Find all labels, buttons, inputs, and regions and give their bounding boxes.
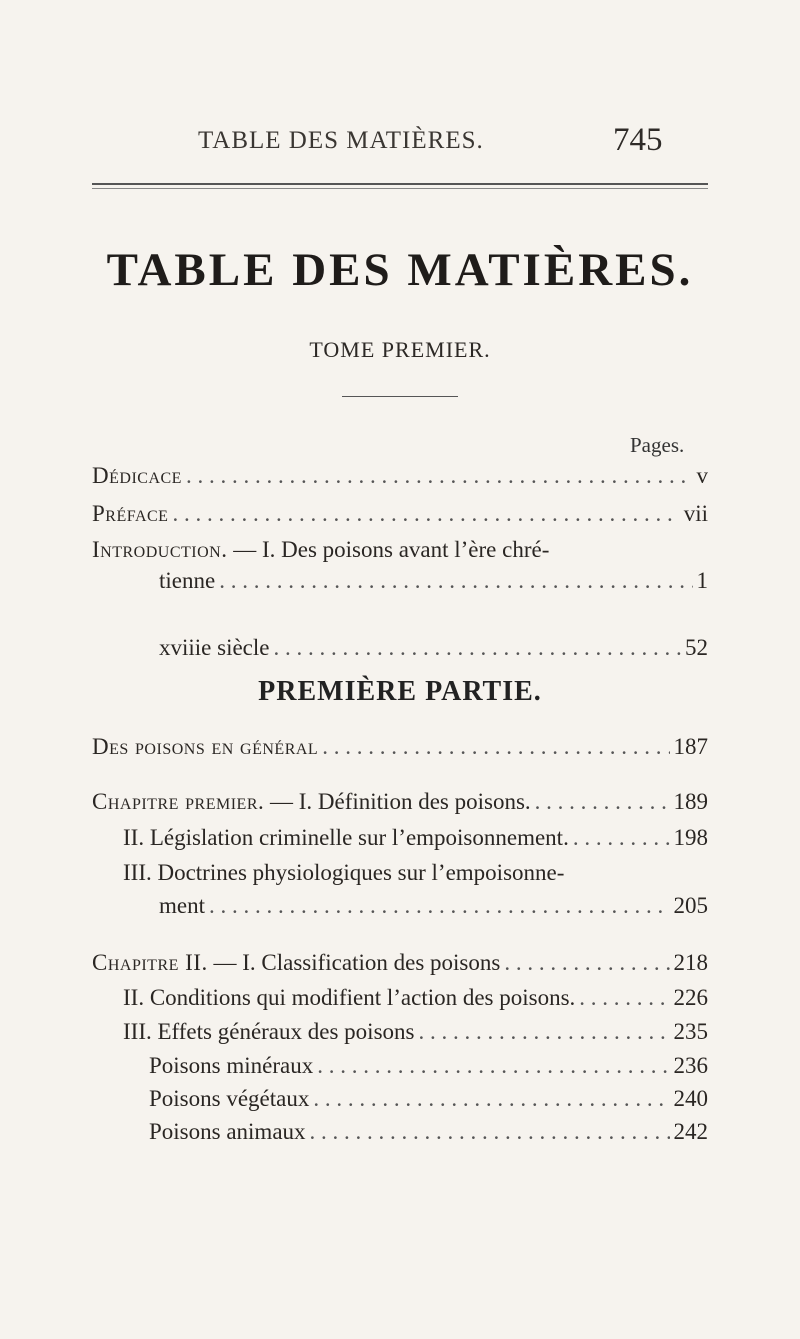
chapter-item: — I. Définition des poisons. [270,789,531,814]
dot-leader [274,635,682,661]
dot-leader [579,985,669,1011]
toc-page-number: 189 [673,789,708,814]
toc-page-number: 218 [673,950,708,975]
toc-entry-dedicace [92,463,708,495]
toc-entry-label: Poisons minéraux [149,1053,314,1078]
toc-page-number: 240 [673,1086,708,1111]
toc-entry-poisons-mineraux [149,1053,708,1085]
toc-entry-label: Poisons végétaux [149,1086,310,1111]
toc-entry-label: III. Effets généraux des poisons [123,1019,415,1044]
dot-leader [535,789,670,815]
header-rule-thin [92,188,708,189]
toc-entry-chapter1-iii [159,893,708,925]
toc-entry-label: II. Législation criminelle sur l’empoisonnement. [123,825,569,850]
toc-entry-label: II. Conditions qui modifient l’action des poisons. [123,985,576,1010]
dot-leader [418,1019,669,1045]
toc-entry-introduction-line1 [92,537,549,563]
dot-leader [313,1086,669,1112]
toc-entry-chapter2-ii [123,985,708,1017]
toc-page-number: 198 [673,825,708,850]
toc-entry-label: tienne [159,568,216,593]
toc-page-number: 1 [696,568,708,593]
dot-leader [219,568,692,594]
toc-entry-poisons-vegetaux [149,1086,708,1118]
toc-page-number: 236 [673,1053,708,1078]
volume-subtitle: TOME PREMIER. [309,337,491,362]
toc-page-number: vii [683,501,708,526]
dot-leader [209,893,670,919]
page-title: TABLE DES MATIÈRES. [106,244,694,296]
dot-leader [317,1053,669,1079]
toc-page-number: 235 [673,1019,708,1044]
toc-entry-chapter1-iii-line1: III. Doctrines physiologiques sur l’empoisonne- [123,860,565,885]
toc-entry-chapter1-i [92,789,708,821]
toc-entry-chapter2-i [92,950,708,982]
toc-entry-text: — I. Des poisons avant l’ère chré- [233,537,550,562]
toc-page-number: 52 [685,635,708,660]
dot-leader [504,950,669,976]
pages-column-label: Pages. [630,433,685,457]
toc-entry-label: ment [159,893,205,918]
dot-leader [573,825,670,851]
toc-entry-label: Poisons animaux [149,1119,306,1144]
toc-entry-label: Dédicace [92,463,182,488]
toc-entry-label [92,950,500,976]
dot-leader [172,501,679,527]
toc-page-number: 242 [673,1119,708,1144]
chapter-lead: Chapitre premier. [92,789,265,814]
toc-entry-lead: Introduction. [92,537,228,562]
toc-entry-label: Des poisons en général [92,734,319,759]
toc-entry-chapter2-iii [123,1019,708,1051]
toc-entry-poisons-animaux [149,1119,708,1151]
running-head: TABLE DES MATIÈRES. [198,127,484,154]
toc-entry-introduction-2 [159,635,708,667]
dot-leader [322,734,669,760]
dot-leader [310,1119,670,1145]
chapter-lead: Chapitre II. [92,950,208,975]
toc-page-number: 226 [673,985,708,1010]
toc-entry-chapter1-ii [123,825,708,857]
toc-entry-label: xviiie siècle [159,635,270,660]
header-rule [92,183,708,185]
toc-entry-label [92,789,531,815]
title-divider [342,396,458,397]
toc-entry-introduction-1 [159,568,708,600]
dot-leader [186,463,693,489]
part-title: PREMIÈRE PARTIE. [258,676,542,707]
toc-entry-preface [92,501,708,533]
toc-entry-poisons-general [92,734,708,766]
toc-page-number: v [696,463,708,488]
chapter-item: — I. Classification des poisons [213,950,501,975]
toc-entry-label: Préface [92,501,169,526]
toc-page-number: 205 [673,893,708,918]
toc-page-number: 187 [673,734,708,759]
page-number: 745 [613,122,663,158]
